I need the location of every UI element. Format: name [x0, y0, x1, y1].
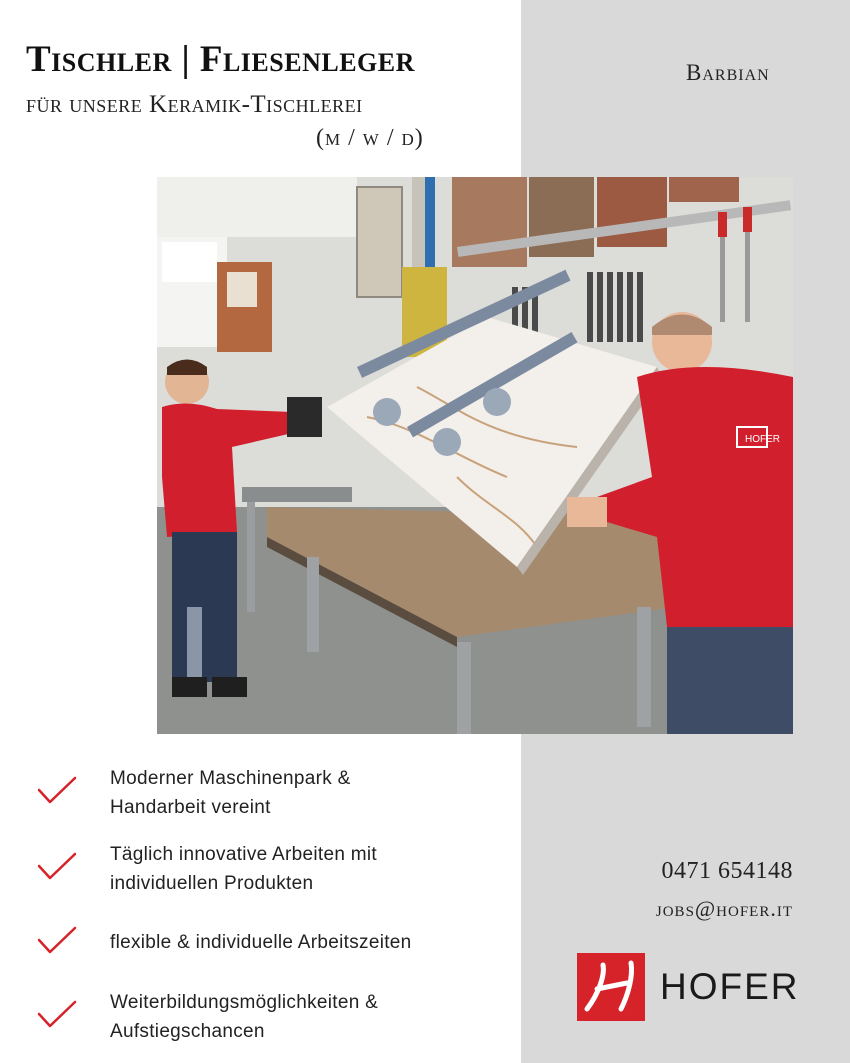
check-icon [36, 924, 78, 958]
email-address[interactable]: jobs@hofer.it [655, 896, 793, 921]
benefit-text: Täglich innovative Arbeiten mit individuellen Produkten [110, 844, 377, 894]
job-subtitle: für unsere Keramik-Tischlerei [26, 91, 363, 118]
gender-note: (m / w / d) [316, 125, 424, 151]
check-icon [36, 998, 78, 1032]
check-icon [36, 774, 78, 808]
benefit-text: Weiterbildungsmöglichkeiten & Aufstiegschancen [110, 992, 379, 1042]
jacket-logo-text: HOFER [745, 434, 780, 445]
benefit-text: Moderner Maschinenpark & Handarbeit vereint [110, 768, 351, 818]
benefit-text: flexible & individuelle Arbeitszeiten [110, 932, 412, 953]
check-icon [36, 850, 78, 884]
workshop-photo [157, 177, 793, 734]
location-label: Barbian [686, 60, 770, 85]
phone-number[interactable]: 0471 654148 [661, 858, 793, 884]
brand-name: HOFER [660, 966, 800, 1007]
job-title: Tischler | Fliesenleger [26, 39, 415, 80]
hofer-logo-icon [577, 953, 645, 1021]
